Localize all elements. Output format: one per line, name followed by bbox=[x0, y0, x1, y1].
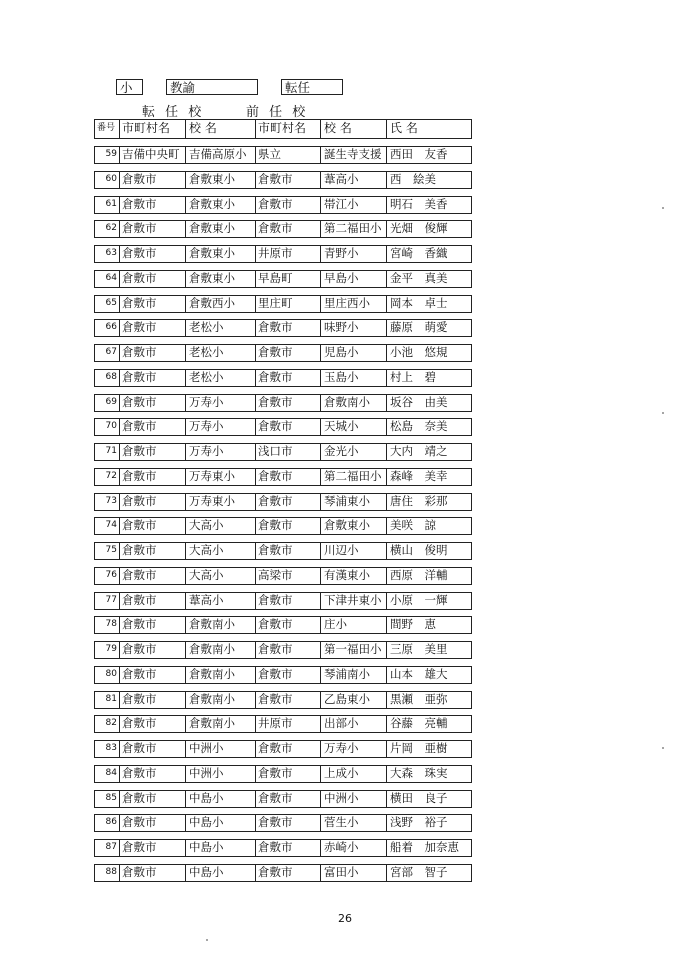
cell-prev-school: 上成小 bbox=[324, 765, 359, 780]
cell-prev-school: 青野小 bbox=[324, 246, 359, 260]
cell-prev-city: 倉敷市 bbox=[258, 171, 293, 186]
cell-new-city: 倉敷市 bbox=[122, 295, 157, 310]
cell-new-city: 倉敷市 bbox=[122, 196, 157, 211]
cell-prev-city: 倉敷市 bbox=[258, 196, 293, 211]
cell-prev-city: 倉敷市 bbox=[258, 840, 293, 854]
cell-prev-city: 倉敷市 bbox=[258, 221, 293, 236]
cell-prev-school: 菅生小 bbox=[324, 815, 359, 830]
row-number: 71 bbox=[105, 446, 117, 456]
cell-new-city: 倉敷市 bbox=[122, 468, 157, 483]
cell-new-city: 倉敷市 bbox=[122, 394, 157, 409]
cell-prev-school: 川辺小 bbox=[324, 543, 359, 557]
table-row bbox=[94, 171, 472, 189]
table-row bbox=[94, 394, 472, 412]
cell-new-school: 倉敷西小 bbox=[189, 295, 235, 310]
cell-new-school: 葦高小 bbox=[189, 592, 224, 607]
cell-name: 宮崎 香織 bbox=[390, 246, 448, 260]
table-row bbox=[94, 740, 472, 758]
cell-prev-city: 倉敷市 bbox=[258, 345, 293, 359]
cell-prev-city: 県立 bbox=[258, 147, 281, 161]
cell-name: 岡本 卓士 bbox=[390, 295, 448, 310]
table-row bbox=[94, 493, 472, 511]
cell-name: 金平 真美 bbox=[390, 270, 448, 285]
cell-new-school: 老松小 bbox=[189, 345, 224, 359]
cell-prev-city: 倉敷市 bbox=[258, 790, 293, 805]
cell-new-school: 倉敷東小 bbox=[189, 221, 235, 236]
cell-prev-school: 誕生寺支援 bbox=[324, 147, 382, 161]
previous-school-title: 前 任 校 bbox=[246, 105, 309, 120]
table-row bbox=[94, 567, 472, 585]
cell-new-city: 倉敷市 bbox=[122, 716, 157, 731]
cell-new-city: 倉敷市 bbox=[122, 320, 157, 335]
row-number: 85 bbox=[105, 792, 117, 803]
row-number: 82 bbox=[105, 718, 117, 729]
cell-new-city: 吉備中央町 bbox=[122, 147, 180, 161]
cell-prev-school: 味野小 bbox=[324, 320, 359, 335]
cell-new-city: 倉敷市 bbox=[122, 369, 157, 384]
cell-new-school: 老松小 bbox=[189, 369, 224, 384]
cell-name: 西原 洋輔 bbox=[390, 567, 448, 582]
cell-prev-city: 倉敷市 bbox=[258, 320, 293, 335]
column-header-number: 番号 bbox=[97, 123, 116, 133]
row-number: 64 bbox=[105, 272, 117, 283]
column-header-name: 氏 名 bbox=[390, 121, 418, 135]
cell-new-school: 中島小 bbox=[189, 840, 224, 854]
table-row bbox=[94, 765, 472, 783]
row-number: 65 bbox=[105, 297, 117, 308]
cell-prev-city: 倉敷市 bbox=[258, 741, 293, 755]
cell-prev-school: 金光小 bbox=[324, 444, 359, 458]
cell-name: 谷藤 亮輔 bbox=[390, 716, 448, 731]
cell-prev-city: 倉敷市 bbox=[258, 765, 293, 780]
position-label: 教諭 bbox=[170, 80, 196, 95]
cell-name: 坂谷 由美 bbox=[390, 394, 448, 409]
cell-new-city: 倉敷市 bbox=[122, 345, 157, 359]
cell-prev-city: 井原市 bbox=[258, 716, 293, 731]
cell-new-school: 大高小 bbox=[189, 567, 224, 582]
table-row bbox=[94, 146, 472, 164]
page-number: 26 bbox=[338, 912, 352, 925]
table-row bbox=[94, 691, 472, 709]
cell-prev-school: 乙島東小 bbox=[324, 691, 370, 706]
cell-prev-city: 倉敷市 bbox=[258, 642, 293, 656]
transfer-school-title: 転 任 校 bbox=[142, 105, 205, 120]
row-number: 86 bbox=[105, 817, 117, 828]
cell-prev-city: 倉敷市 bbox=[258, 394, 293, 409]
cell-name: 美咲 諒 bbox=[390, 518, 436, 533]
row-number: 84 bbox=[105, 767, 117, 778]
cell-name: 黒瀬 亜弥 bbox=[390, 691, 448, 706]
cell-name: 藤原 萌愛 bbox=[390, 320, 448, 335]
row-number: 73 bbox=[105, 495, 117, 506]
cell-new-city: 倉敷市 bbox=[122, 691, 157, 706]
table-row bbox=[94, 245, 472, 263]
column-header-new-city: 市町村名 bbox=[122, 121, 171, 135]
table-row bbox=[94, 295, 472, 313]
row-number: 88 bbox=[105, 866, 117, 877]
cell-prev-school: 第一福田小 bbox=[324, 642, 382, 656]
cell-prev-city: 早島町 bbox=[258, 270, 293, 285]
cell-new-city: 倉敷市 bbox=[122, 518, 157, 533]
row-number: 76 bbox=[105, 569, 117, 580]
cell-prev-school: 児島小 bbox=[324, 345, 359, 359]
cell-name: 森峰 美幸 bbox=[390, 468, 448, 483]
cell-prev-school: 有漢東小 bbox=[324, 567, 370, 582]
cell-new-city: 倉敷市 bbox=[122, 246, 157, 260]
cell-new-school: 大高小 bbox=[189, 518, 224, 533]
cell-new-school: 中島小 bbox=[189, 790, 224, 805]
cell-new-school: 中洲小 bbox=[189, 741, 224, 755]
cell-prev-school: 下津井東小 bbox=[324, 592, 382, 607]
row-number: 79 bbox=[105, 644, 117, 654]
cell-new-city: 倉敷市 bbox=[122, 741, 157, 755]
cell-prev-school: 富田小 bbox=[324, 864, 359, 879]
cell-new-school: 中島小 bbox=[189, 864, 224, 879]
table-row bbox=[94, 517, 472, 535]
table-row bbox=[94, 592, 472, 610]
cell-prev-city: 倉敷市 bbox=[258, 666, 293, 681]
cell-name: 船着 加奈恵 bbox=[390, 840, 459, 854]
cell-new-school: 倉敷南小 bbox=[189, 691, 235, 706]
cell-name: 西田 友香 bbox=[390, 147, 448, 161]
cell-prev-school: 琴浦南小 bbox=[324, 666, 370, 681]
cell-new-city: 倉敷市 bbox=[122, 765, 157, 780]
cell-prev-city: 倉敷市 bbox=[258, 543, 293, 557]
row-number: 68 bbox=[105, 371, 117, 382]
cell-new-school: 万寿小 bbox=[189, 394, 224, 409]
row-number: 63 bbox=[105, 248, 117, 258]
cell-new-school: 倉敷東小 bbox=[189, 171, 235, 186]
table-row bbox=[94, 220, 472, 238]
cell-new-school: 万寿東小 bbox=[189, 468, 235, 483]
row-number: 66 bbox=[105, 322, 117, 333]
cell-new-city: 倉敷市 bbox=[122, 543, 157, 557]
cell-new-school: 倉敷南小 bbox=[189, 617, 235, 632]
cell-name: 大森 珠実 bbox=[390, 765, 448, 780]
cell-prev-school: 出部小 bbox=[324, 716, 359, 731]
table-row bbox=[94, 641, 472, 659]
cell-name: 大内 靖之 bbox=[390, 444, 448, 458]
cell-name: 横山 俊明 bbox=[390, 543, 448, 557]
cell-new-school: 万寿小 bbox=[189, 444, 224, 458]
cell-name: 片岡 亜樹 bbox=[390, 741, 448, 755]
cell-prev-city: 倉敷市 bbox=[258, 468, 293, 483]
cell-prev-school: 里庄西小 bbox=[324, 295, 370, 310]
cell-prev-city: 倉敷市 bbox=[258, 518, 293, 533]
table-row bbox=[94, 468, 472, 486]
table-row bbox=[94, 616, 472, 634]
row-number: 81 bbox=[105, 693, 117, 704]
cell-prev-city: 倉敷市 bbox=[258, 419, 293, 434]
cell-new-school: 万寿東小 bbox=[189, 493, 235, 508]
cell-new-school: 倉敷東小 bbox=[189, 270, 235, 285]
cell-new-school: 中洲小 bbox=[189, 765, 224, 780]
column-header-prev-city: 市町村名 bbox=[258, 121, 307, 135]
row-number: 74 bbox=[105, 520, 117, 531]
table-row bbox=[94, 790, 472, 808]
row-number: 61 bbox=[105, 198, 117, 209]
cell-name: 小池 悠規 bbox=[390, 345, 448, 359]
cell-new-city: 倉敷市 bbox=[122, 493, 157, 508]
row-number: 72 bbox=[105, 470, 117, 481]
cell-new-city: 倉敷市 bbox=[122, 270, 157, 285]
cell-prev-city: 倉敷市 bbox=[258, 493, 293, 508]
cell-prev-school: 早島小 bbox=[324, 270, 359, 285]
table-row bbox=[94, 418, 472, 436]
cell-new-city: 倉敷市 bbox=[122, 790, 157, 805]
school-type-label: 小 bbox=[120, 80, 133, 95]
row-number: 69 bbox=[105, 396, 117, 407]
cell-new-city: 倉敷市 bbox=[122, 815, 157, 830]
cell-new-school: 倉敷南小 bbox=[189, 642, 235, 656]
table-row bbox=[94, 196, 472, 214]
cell-prev-city: 倉敷市 bbox=[258, 691, 293, 706]
cell-prev-city: 倉敷市 bbox=[258, 617, 293, 632]
cell-prev-city: 里庄町 bbox=[258, 295, 293, 310]
cell-name: 宮部 智子 bbox=[390, 864, 448, 879]
cell-prev-school: 赤崎小 bbox=[324, 840, 359, 854]
column-header-new-school: 校 名 bbox=[189, 121, 217, 135]
cell-prev-school: 第二福田小 bbox=[324, 468, 382, 483]
cell-new-school: 倉敷東小 bbox=[189, 246, 235, 260]
table-row bbox=[94, 864, 472, 882]
column-header-prev-school: 校 名 bbox=[324, 121, 352, 135]
cell-prev-school: 万寿小 bbox=[324, 741, 359, 755]
cell-new-school: 吉備高原小 bbox=[189, 147, 247, 161]
cell-new-city: 倉敷市 bbox=[122, 592, 157, 607]
cell-name: 間野 恵 bbox=[390, 617, 436, 632]
table-row bbox=[94, 666, 472, 684]
cell-new-city: 倉敷市 bbox=[122, 642, 157, 656]
cell-name: 横田 良子 bbox=[390, 790, 448, 805]
cell-prev-school: 天城小 bbox=[324, 419, 359, 434]
cell-prev-school: 玉島小 bbox=[324, 369, 359, 384]
cell-new-school: 大高小 bbox=[189, 543, 224, 557]
row-number: 59 bbox=[105, 149, 117, 159]
row-number: 78 bbox=[105, 619, 117, 630]
cell-new-school: 倉敷東小 bbox=[189, 196, 235, 211]
cell-prev-city: 井原市 bbox=[258, 246, 293, 260]
cell-new-school: 老松小 bbox=[189, 320, 224, 335]
row-number: 70 bbox=[105, 421, 117, 432]
table-row bbox=[94, 319, 472, 337]
cell-prev-city: 倉敷市 bbox=[258, 864, 293, 879]
cell-name: 松島 奈美 bbox=[390, 419, 448, 434]
cell-name: 村上 碧 bbox=[390, 369, 436, 384]
cell-prev-city: 浅口市 bbox=[258, 444, 293, 458]
cell-name: 西 絵美 bbox=[390, 171, 436, 186]
row-number: 77 bbox=[105, 594, 117, 605]
cell-name: 浅野 裕子 bbox=[390, 815, 448, 830]
table-row bbox=[94, 814, 472, 832]
cell-prev-school: 倉敷東小 bbox=[324, 518, 370, 533]
cell-new-school: 倉敷南小 bbox=[189, 716, 235, 731]
cell-prev-school: 琴浦東小 bbox=[324, 493, 370, 508]
cell-prev-city: 高梁市 bbox=[258, 567, 293, 582]
row-number: 67 bbox=[105, 347, 117, 357]
table-row bbox=[94, 270, 472, 288]
row-number: 87 bbox=[105, 842, 117, 852]
table-row bbox=[94, 369, 472, 387]
cell-new-school: 中島小 bbox=[189, 815, 224, 830]
cell-name: 唐住 彩那 bbox=[390, 493, 448, 508]
cell-new-city: 倉敷市 bbox=[122, 419, 157, 434]
row-number: 80 bbox=[105, 668, 117, 679]
cell-new-city: 倉敷市 bbox=[122, 444, 157, 458]
cell-prev-school: 中洲小 bbox=[324, 790, 359, 805]
row-number: 75 bbox=[105, 545, 117, 555]
cell-new-city: 倉敷市 bbox=[122, 864, 157, 879]
cell-prev-city: 倉敷市 bbox=[258, 592, 293, 607]
row-number: 60 bbox=[105, 173, 117, 184]
cell-name: 光畑 俊輝 bbox=[390, 221, 448, 236]
cell-new-city: 倉敷市 bbox=[122, 617, 157, 632]
cell-prev-school: 庄小 bbox=[324, 617, 347, 632]
cell-new-school: 万寿小 bbox=[189, 419, 224, 434]
cell-prev-school: 帯江小 bbox=[324, 196, 359, 211]
cell-prev-school: 葦高小 bbox=[324, 171, 359, 186]
cell-prev-city: 倉敷市 bbox=[258, 815, 293, 830]
cell-name: 山本 雄大 bbox=[390, 666, 448, 681]
row-number: 83 bbox=[105, 743, 117, 753]
table-row bbox=[94, 344, 472, 362]
table-row bbox=[94, 715, 472, 733]
table-row bbox=[94, 542, 472, 560]
cell-new-city: 倉敷市 bbox=[122, 221, 157, 236]
cell-new-city: 倉敷市 bbox=[122, 666, 157, 681]
cell-prev-city: 倉敷市 bbox=[258, 369, 293, 384]
cell-name: 明石 美香 bbox=[390, 196, 448, 211]
cell-new-school: 倉敷南小 bbox=[189, 666, 235, 681]
cell-new-city: 倉敷市 bbox=[122, 840, 157, 854]
cell-prev-school: 倉敷南小 bbox=[324, 394, 370, 409]
row-number: 62 bbox=[105, 223, 117, 234]
cell-name: 小原 一輝 bbox=[390, 592, 448, 607]
cell-new-city: 倉敷市 bbox=[122, 171, 157, 186]
cell-name: 三原 美里 bbox=[390, 642, 448, 656]
transfer-label: 転任 bbox=[285, 80, 311, 95]
table-row bbox=[94, 443, 472, 461]
cell-new-city: 倉敷市 bbox=[122, 567, 157, 582]
cell-prev-school: 第二福田小 bbox=[324, 221, 382, 236]
table-row bbox=[94, 839, 472, 857]
